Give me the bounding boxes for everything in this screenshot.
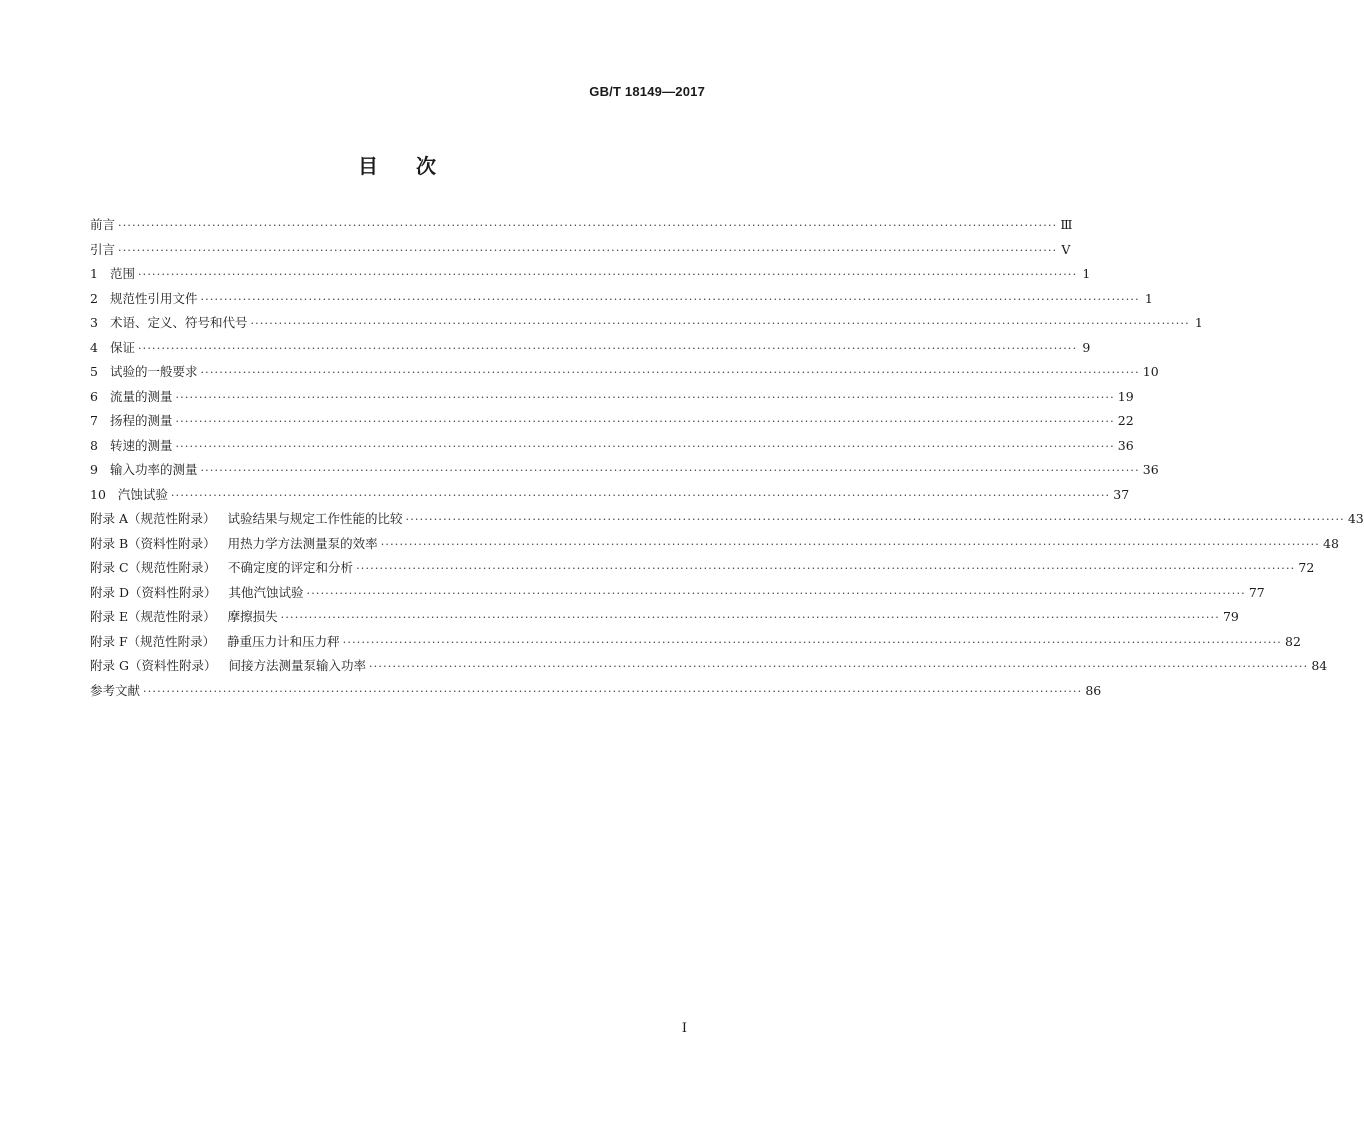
toc-dot-leader: ········································································································································································································ [137, 268, 1078, 281]
toc-entry-label [90, 362, 197, 380]
toc-entry-number: 附录 A（规范性附录） [90, 511, 216, 526]
toc-entry-title: 流量的测量 [109, 388, 173, 404]
toc-entry-page: Ⅲ [1060, 217, 1073, 232]
toc-entry-number: 7 [90, 413, 98, 428]
toc-entry-page: 19 [1117, 388, 1134, 404]
toc-entry-label [90, 607, 278, 625]
toc-entry-title: 保证 [109, 339, 135, 355]
toc-entry-title: 用热力学方法测量泵的效率 [227, 535, 378, 551]
toc-entry-number: 4 [90, 339, 98, 355]
toc-entry-title: 扬程的测量 [109, 413, 173, 428]
toc-entry-title: 不确定度的评定和分析 [228, 560, 354, 575]
toc-entry-label [90, 240, 115, 258]
toc-entry[interactable] [90, 607, 1239, 632]
toc-dot-leader: ········································································································································································································ [250, 317, 1190, 330]
toc-entry-page: 36 [1142, 462, 1159, 477]
toc-entry-page: 1 [1194, 315, 1203, 330]
toc-entry-title: 规范性引用文件 [109, 290, 198, 306]
toc-entry[interactable] [90, 240, 1071, 265]
toc-entry-label [90, 509, 403, 527]
toc-dot-leader: ········································································································································································································ [405, 513, 1345, 526]
toc-entry[interactable] [90, 485, 1130, 510]
toc-entry-label [90, 436, 172, 454]
toc-dot-leader: ········································································································································································································ [175, 390, 1115, 404]
toc-entry-page: 10 [1142, 364, 1159, 379]
toc-entry-title: 静重压力计和压力秤 [227, 633, 340, 649]
toc-entry-title: 其他汽蚀试验 [228, 584, 304, 600]
toc-entry-page: 43 [1347, 511, 1364, 526]
toc-entry[interactable] [90, 411, 1134, 436]
toc-entry-page: 48 [1323, 535, 1339, 551]
toc-entry[interactable] [90, 338, 1091, 363]
toc-entry-label [90, 289, 197, 307]
toc-dot-leader: ········································································································································································································ [200, 292, 1140, 306]
toc-entry-title: 试验的一般要求 [109, 364, 198, 379]
toc-entry[interactable] [90, 656, 1328, 681]
toc-entry-title: 范围 [109, 266, 135, 281]
toc-dot-leader: ········································································································································································································ [175, 439, 1115, 453]
toc-entry-number: 附录 B（资料性附录） [90, 535, 216, 551]
toc-entry-label [90, 558, 353, 576]
toc-entry[interactable] [90, 558, 1315, 583]
toc-entry-number: 3 [90, 315, 98, 330]
toc-entry[interactable] [90, 289, 1153, 314]
toc-entry-title: 前言 [90, 217, 116, 232]
toc-entry-label [90, 411, 172, 429]
toc-entry[interactable] [90, 387, 1134, 412]
toc-entry-title: 参考文献 [90, 682, 141, 698]
toc-entry-label [90, 534, 378, 552]
toc-dot-leader: ········································································································································································································ [356, 562, 1296, 575]
toc-entry-page: Ⅴ [1061, 241, 1071, 257]
toc-entry-page: 79 [1222, 609, 1239, 624]
toc-entry-label [90, 264, 135, 282]
toc-entry-number: 1 [90, 266, 98, 281]
toc-dot-leader: ········································································································································································································ [368, 660, 1309, 673]
toc-entry[interactable] [90, 509, 1364, 534]
toc-entry-label [90, 460, 197, 478]
toc-entry-label [90, 632, 340, 650]
toc-entry-page: 1 [1082, 266, 1091, 281]
toc-entry-title: 术语、定义、符号和代号 [109, 315, 248, 330]
toc-entry-number: 2 [90, 290, 98, 306]
toc-entry[interactable] [90, 362, 1159, 387]
toc-dot-leader: ········································································································································································································ [280, 611, 1220, 624]
toc-dot-leader: ········································································································································································································ [137, 341, 1078, 355]
toc-entry[interactable] [90, 264, 1091, 289]
toc-dot-leader: ········································································································································································································ [380, 537, 1321, 551]
toc-dot-leader: ········································································································································································································ [175, 415, 1115, 428]
toc-entry[interactable] [90, 632, 1301, 657]
toc-entry-label [90, 338, 135, 356]
toc-entry-label [90, 313, 247, 331]
toc-entry-page: 72 [1298, 560, 1315, 575]
toc-entry-label [90, 583, 304, 601]
toc-entry[interactable] [90, 436, 1134, 461]
table-of-contents [90, 215, 1364, 705]
toc-entry[interactable] [90, 215, 1073, 240]
toc-entry-title: 摩擦损失 [227, 609, 278, 624]
toc-entry-page: 37 [1113, 486, 1130, 502]
toc-entry[interactable] [90, 534, 1339, 559]
toc-entry-number: 10 [90, 486, 106, 502]
toc-entry-label [90, 681, 140, 699]
toc-entry-number: 9 [90, 462, 98, 477]
toc-entry-number: 附录 D（资料性附录） [90, 584, 217, 600]
toc-entry-page: 77 [1248, 584, 1265, 600]
toc-entry[interactable] [90, 681, 1102, 706]
toc-entry-title: 汽蚀试验 [117, 486, 168, 502]
toc-entry[interactable] [90, 583, 1265, 608]
toc-entry-page: 84 [1311, 658, 1328, 673]
toc-entry-label [90, 387, 172, 405]
toc-entry-number: 附录 F（规范性附录） [90, 633, 216, 649]
toc-entry-label [90, 215, 115, 233]
toc-entry-number: 8 [90, 437, 98, 453]
toc-entry-label [90, 656, 366, 674]
toc-entry-page: 36 [1117, 437, 1134, 453]
toc-entry[interactable] [90, 313, 1203, 338]
toc-entry-page: 22 [1117, 413, 1134, 428]
toc-dot-leader: ········································································································································································································ [306, 586, 1246, 600]
toc-entry-number: 附录 E（规范性附录） [90, 609, 216, 624]
toc-entry-title: 引言 [90, 241, 116, 257]
toc-entry-title: 转速的测量 [109, 437, 173, 453]
toc-entry-number: 附录 G（资料性附录） [90, 658, 217, 673]
toc-dot-leader: ········································································································································································································ [170, 488, 1111, 502]
toc-entry-title: 间接方法测量泵输入功率 [228, 658, 366, 673]
page-title: 目次 [358, 154, 474, 178]
toc-entry-number: 6 [90, 388, 98, 404]
toc-entry-page: 82 [1285, 633, 1301, 649]
page-number: Ⅰ [681, 1021, 687, 1036]
toc-entry-number: 5 [90, 364, 98, 379]
toc-entry-page: 86 [1085, 682, 1102, 698]
toc-entry-page: 9 [1082, 339, 1091, 355]
toc-dot-leader: ········································································································································································································ [118, 219, 1058, 232]
toc-dot-leader: ········································································································································································································ [200, 464, 1140, 477]
toc-dot-leader: ········································································································································································································ [143, 684, 1083, 698]
toc-dot-leader: ········································································································································································································ [118, 243, 1058, 257]
standard-code: GB/T 18149—2017 [589, 84, 705, 99]
toc-dot-leader: ········································································································································································································ [200, 366, 1140, 379]
toc-entry-page: 1 [1144, 290, 1153, 306]
toc-entry-number: 附录 C（规范性附录） [90, 560, 217, 575]
toc-entry-title: 试验结果与规定工作性能的比较 [227, 511, 403, 526]
toc-entry-label [90, 485, 168, 503]
toc-entry-title: 输入功率的测量 [109, 462, 198, 477]
toc-entry[interactable] [90, 460, 1159, 485]
toc-dot-leader: ········································································································································································································ [342, 635, 1282, 649]
